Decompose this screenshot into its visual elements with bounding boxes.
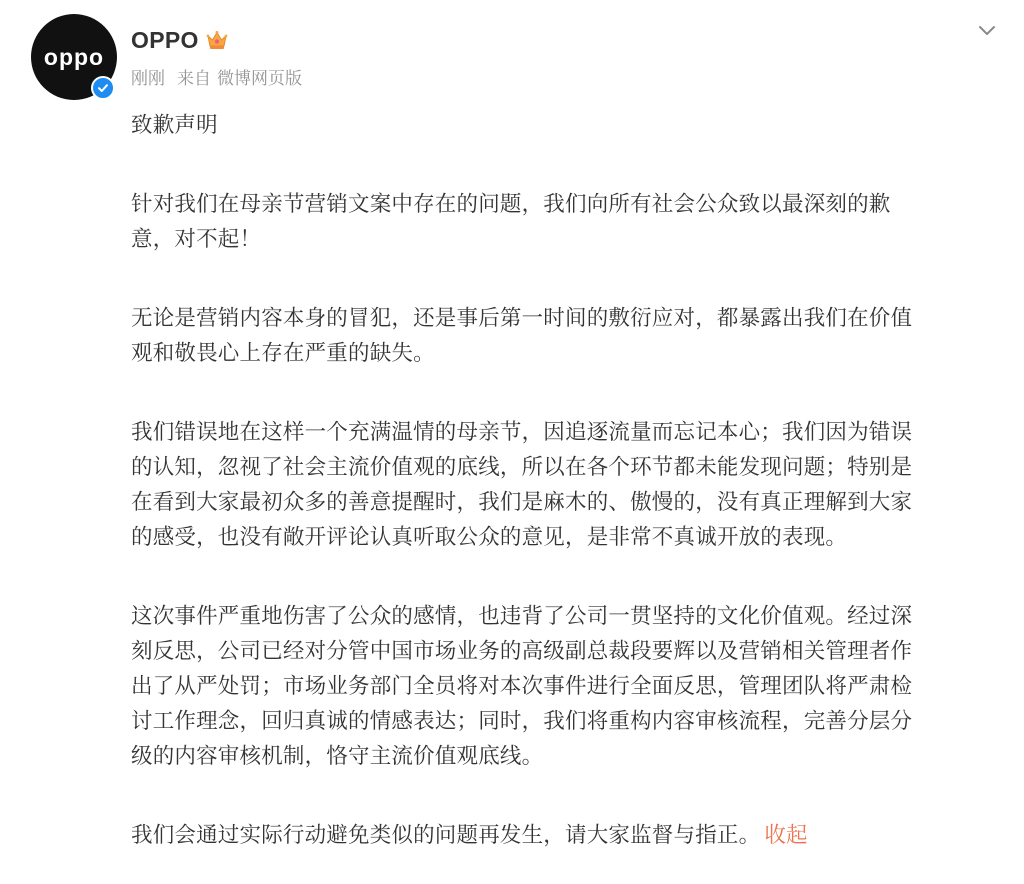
collapse-link[interactable]: 收起 bbox=[764, 823, 808, 848]
post-paragraph: 针对我们在母亲节营销文案中存在的问题，我们向所有社会公众致以最深刻的歉 意，对不起！ bbox=[131, 192, 891, 252]
paragraph-spacer bbox=[131, 257, 991, 301]
post-paragraph-title: 致歉声明 bbox=[131, 113, 218, 138]
avatar-logo: oppo bbox=[43, 43, 105, 70]
name-row bbox=[131, 24, 302, 56]
crown-icon[interactable] bbox=[205, 29, 229, 51]
post-paragraph-text: 我们会通过实际行动避免类似的问题再发生，请大家监督与指正。 bbox=[131, 823, 761, 848]
post-paragraph: 无论是营销内容本身的冒犯，还是事后第一时间的敷衍应对，都暴露出我们在价值 观和敬畏心上存在严重的缺失。 bbox=[131, 306, 913, 366]
avatar-container bbox=[31, 14, 117, 100]
post-content bbox=[131, 108, 991, 853]
post-paragraph: 我们错误地在这样一个充满温情的母亲节，因追逐流量而忘记本心；我们因为错误 的认知，忽视了社会主流价值观的底线，所以在各个环节都未能发现问题；特别是 在看到大家最初众多的善意提醒时，我们是麻木的、傲慢的，没有真正理解到大家 的感受，也没有敞开评论认真听取公众的意见，是非常不真诚开放的表现。 bbox=[131, 420, 913, 550]
post-meta bbox=[131, 64, 302, 89]
chevron-down-icon[interactable] bbox=[975, 18, 999, 42]
paragraph-spacer bbox=[131, 143, 991, 187]
source-prefix: 来自 bbox=[177, 69, 211, 89]
post-paragraph: 这次事件严重地伤害了公众的感情，也违背了公司一贯坚持的文化价值观。经过深 刻反思，公司已经对分管中国市场业务的高级副总裁段要辉以及营销相关管理者作 出了从严处罚；市场业务部门全员将对本次事件进行全面反思，管理团队将严肃检 讨工作理念，回归真诚的情感表达；同时，我们将重构内容审核流程，完善分层分 级的内容审核机制，恪守主流价值观底线。 bbox=[131, 604, 913, 769]
post-header bbox=[131, 24, 302, 89]
post-time[interactable]: 刚刚 bbox=[131, 69, 165, 89]
post-source[interactable]: 微博网页版 bbox=[217, 69, 302, 89]
verified-check-icon bbox=[91, 76, 115, 100]
user-name[interactable]: OPPO bbox=[131, 26, 199, 53]
paragraph-spacer bbox=[131, 774, 991, 818]
paragraph-spacer bbox=[131, 371, 991, 415]
paragraph-spacer bbox=[131, 555, 991, 599]
post-paragraph-last bbox=[131, 818, 991, 853]
